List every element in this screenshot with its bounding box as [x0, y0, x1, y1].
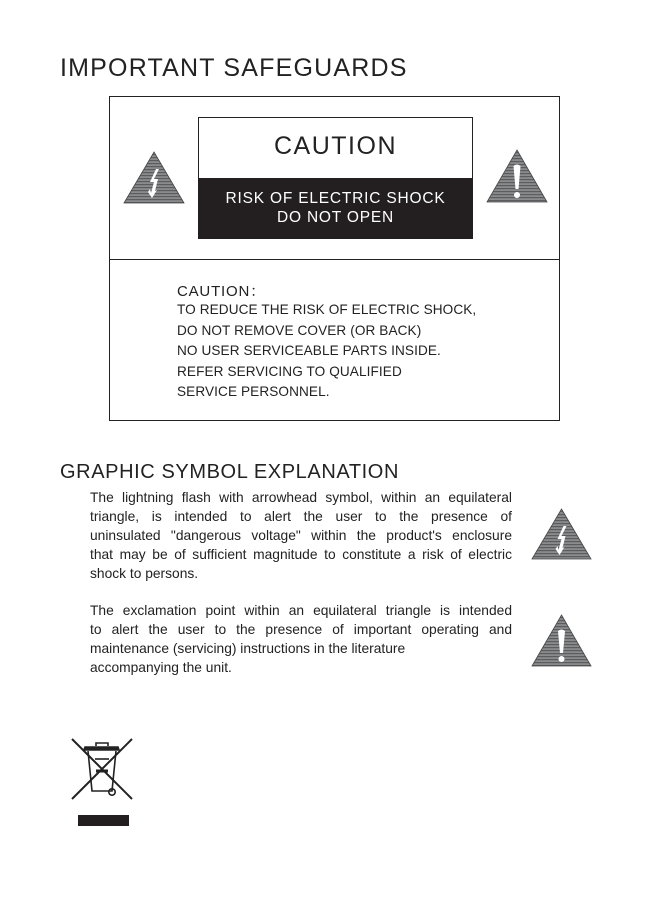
caution-band-line-1: RISK OF ELECTRIC SHOCK — [225, 190, 446, 207]
caution-notice-line: DO NOT REMOVE COVER (OR BACK) — [177, 322, 422, 338]
caution-notice-line: TO REDUCE THE RISK OF ELECTRIC SHOCK, — [177, 302, 477, 317]
lightning-explanation — [90, 488, 512, 583]
caution-band-line-2: DO NOT OPEN — [276, 209, 395, 226]
paragraph-line: The lightning flash with arrowhead symbol, within an equilateral — [90, 490, 512, 505]
caution-notice-line: REFER SERVICING TO QUALIFIED — [177, 363, 402, 379]
paragraph-line: accompanying the unit. — [90, 660, 232, 675]
paragraph-line: maintenance (servicing) instructions in the literature — [90, 641, 406, 656]
lightning-warning-icon — [531, 508, 592, 560]
exclamation-explanation — [90, 601, 512, 677]
paragraph-line: that may be of sufficient magnitude to constitute a risk of electric — [90, 547, 512, 562]
paragraph-line: triangle, is intended to alert the user to the presence of — [90, 509, 512, 524]
paragraph-line: shock to persons. — [90, 566, 199, 581]
caution-label-title: CAUTION — [274, 132, 397, 160]
crossed-out-wheelie-bin-icon — [68, 735, 138, 828]
exclamation-warning-icon — [531, 614, 592, 667]
caution-box-divider — [110, 259, 559, 260]
exclamation-warning-icon — [486, 149, 548, 203]
caution-label-band — [198, 178, 473, 239]
page-title: IMPORTANT SAFEGUARDS — [60, 54, 408, 82]
symbol-explanation-heading: GRAPHIC SYMBOL EXPLANATION — [60, 461, 400, 483]
lightning-warning-icon — [123, 151, 185, 204]
caution-notice-line: SERVICE PERSONNEL. — [177, 384, 330, 399]
paragraph-line: uninsulated "dangerous voltage" within the product's enclosure — [90, 528, 512, 543]
paragraph-line: to alert the user to the presence of important operating and — [90, 622, 512, 637]
caution-notice-heading: CAUTION： — [177, 283, 266, 300]
paragraph-line: The exclamation point within an equilateral triangle is intended — [90, 603, 512, 618]
caution-notice-line: NO USER SERVICEABLE PARTS INSIDE. — [177, 343, 441, 358]
